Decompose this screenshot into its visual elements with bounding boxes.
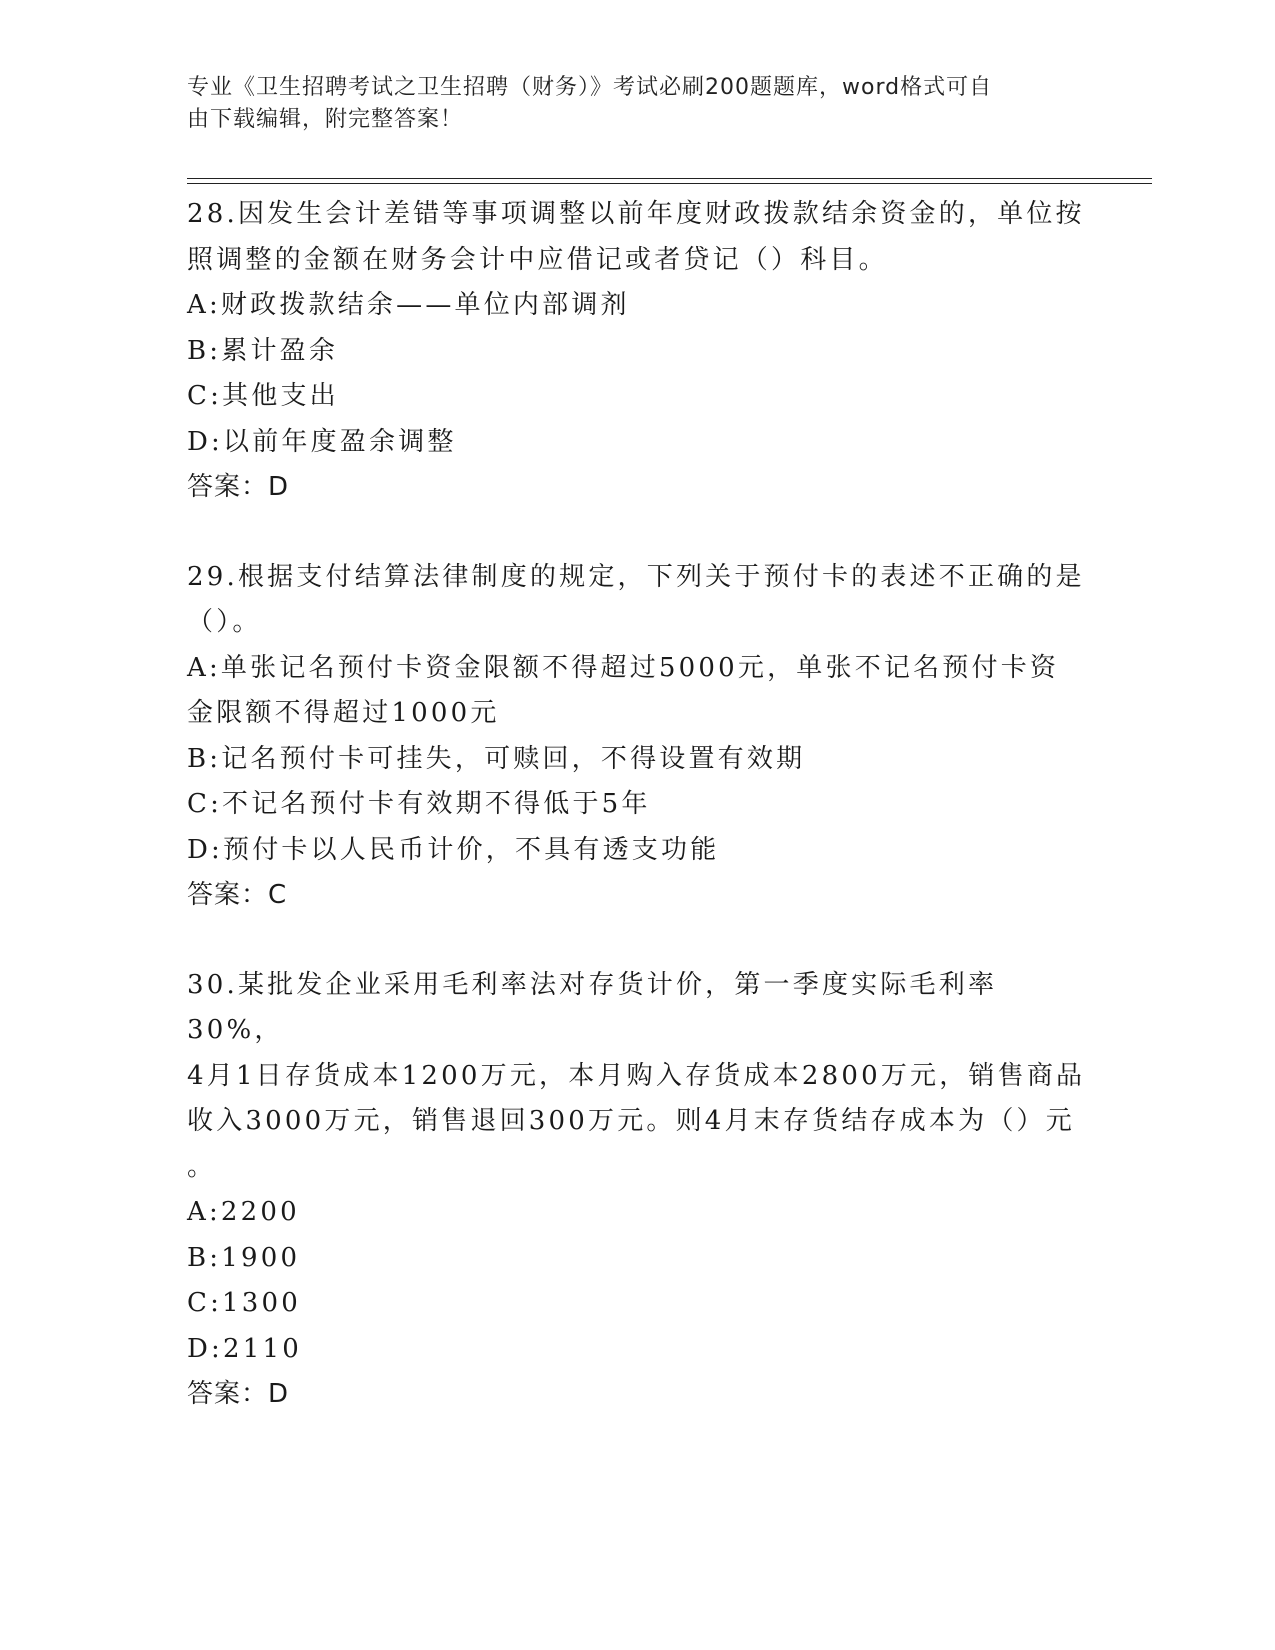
answer-label: 答案：D bbox=[187, 1379, 290, 1409]
option-d: D:以前年度盈余调整 bbox=[187, 426, 457, 457]
option-d: D:2110 bbox=[187, 1333, 302, 1364]
answer-label: 答案：D bbox=[187, 472, 290, 502]
option-a: A:单张记名预付卡资金限额不得超过5000元，单张不记名预付卡资 bbox=[187, 652, 1060, 683]
question-text: 收入3000万元，销售退回300万元。则4月末存货结存成本为（）元 bbox=[187, 1106, 1075, 1136]
question-text: 4月1日存货成本1200万元，本月购入存货成本2800万元，销售商品 bbox=[187, 1060, 1086, 1091]
option-c: C:不记名预付卡有效期不得低于5年 bbox=[187, 789, 651, 819]
question-30 bbox=[187, 963, 1087, 1418]
question-text: 28.因发生会计差错等事项调整以前年度财政拨款结余资金的，单位按 bbox=[187, 199, 1085, 229]
answer-label: 答案：C bbox=[187, 880, 288, 910]
question-text: 29.根据支付结算法律制度的规定，下列关于预付卡的表述不正确的是 bbox=[187, 561, 1085, 592]
question-29 bbox=[187, 555, 1087, 919]
header-line-1: 专业《卫生招聘考试之卫生招聘（财务）》考试必刷200题题库，word格式可自 bbox=[187, 75, 993, 100]
option-c: C:1300 bbox=[187, 1288, 302, 1318]
option-b: B:1900 bbox=[187, 1242, 301, 1273]
header-line-2: 由下载编辑，附完整答案！ bbox=[187, 107, 464, 132]
document-header bbox=[187, 72, 1067, 136]
option-d: D:预付卡以人民币计价，不具有透支功能 bbox=[187, 834, 720, 865]
header-divider-top bbox=[187, 178, 1152, 179]
header-divider-bottom bbox=[187, 183, 1152, 184]
option-a: A:2200 bbox=[187, 1197, 300, 1227]
option-a-continued: 金限额不得超过1000元 bbox=[187, 698, 500, 728]
question-list bbox=[187, 192, 1087, 1462]
option-a: A:财政拨款结余——单位内部调剂 bbox=[187, 290, 630, 320]
question-28 bbox=[187, 192, 1087, 511]
option-b: B:累计盈余 bbox=[187, 335, 339, 366]
question-text: 照调整的金额在财务会计中应借记或者贷记（）科目。 bbox=[187, 244, 888, 275]
option-c: C:其他支出 bbox=[187, 381, 339, 411]
option-b: B:记名预付卡可挂失，可赎回，不得设置有效期 bbox=[187, 743, 806, 774]
question-text: （）。 bbox=[187, 607, 262, 637]
question-text: 。 bbox=[187, 1151, 217, 1182]
question-text: 30.某批发企业采用毛利率法对存货计价，第一季度实际毛利率30%， bbox=[187, 969, 998, 1045]
